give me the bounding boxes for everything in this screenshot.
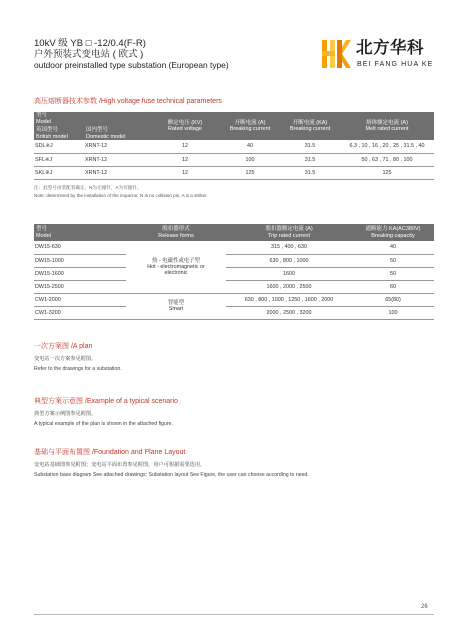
breaker-cell-capacity: 40 xyxy=(352,241,434,254)
typical-text-zh: 典型方案示例图参见附图。 xyxy=(34,411,97,417)
breaker-cell-trip: 2000 , 2500 , 3200 xyxy=(226,306,352,319)
table-row xyxy=(34,293,434,306)
fuse-cell-british: SDL※J xyxy=(34,140,84,153)
fuse-cell-domestic: XRNT-12 xyxy=(84,140,150,153)
plan-section-title: 一次方案图 /A plan xyxy=(34,343,93,350)
breaker-header-release-zh: 脱扣器形式 xyxy=(162,226,190,232)
fuse-cell-current-ka: 31.5 xyxy=(280,140,340,153)
fuse-header-melt-en: Melt rated current xyxy=(365,126,409,132)
fuse-header-breaking-ka-zh: 开断电流 (KA) xyxy=(292,119,328,126)
breaker-cell-model: CW1-3200 xyxy=(34,306,126,319)
fuse-cell-current-a: 125 xyxy=(220,166,280,179)
hk-logo-mark-icon xyxy=(322,39,352,69)
foundation-text-zh: 变电站基础图参见附图；变电站平面布置参见附图，用户可根据需要选用。 xyxy=(34,462,206,468)
breaker-cell-capacity: 50 xyxy=(352,254,434,267)
breaker-cell-model: CW1-2000 xyxy=(34,293,126,306)
product-title-en: outdoor preinstalled type substation (European type) xyxy=(34,60,229,70)
page-number: 26 xyxy=(421,604,428,610)
fuse-cell-british: SFL※J xyxy=(34,153,84,166)
breaker-header-trip xyxy=(226,224,352,241)
logo-chinese-name: 北方华科 xyxy=(356,39,424,57)
breaker-header-trip-zh: 脱扣器额定电流 (A) xyxy=(265,226,313,232)
fuse-cell-current-ka: 31.5 xyxy=(280,153,340,166)
release-group1-zh: 热 - 电磁性或电子型 xyxy=(152,257,200,264)
fuse-note-en: Note: determined by the installation of the impactor, N is no collision pin, A is a striker. xyxy=(34,193,208,198)
fuse-header-british-zh: 英国型号 xyxy=(36,127,59,133)
typical-text-en: A typical example of the plan is shown in the attached figure. xyxy=(34,421,173,427)
fuse-cell-domestic: XRNT-12 xyxy=(84,153,150,166)
breaker-header-model xyxy=(34,224,126,241)
breaker-header-release-en: Release forms xyxy=(158,232,194,239)
fuse-cell-current-a: 40 xyxy=(220,140,280,153)
table-row xyxy=(34,306,434,319)
fuse-header-breaking-a-zh: 开断电流 (A) xyxy=(234,119,266,126)
table-row xyxy=(34,140,434,153)
logo-english-name: BEI FANG HUA KE xyxy=(357,61,434,68)
fuse-header-rated-voltage-zh: 额定电压 (KV) xyxy=(167,119,203,126)
fuse-header-rated-voltage-en: Rated voltage xyxy=(168,126,202,132)
fuse-header-domestic-zh: 国内型号 xyxy=(86,127,109,133)
breaker-cell-capacity: 50 xyxy=(352,267,434,280)
breaker-parameter-table xyxy=(34,224,434,320)
table-row xyxy=(34,241,434,254)
breaker-header-capacity-zh: 通断能力 KA(AC380V) xyxy=(365,226,421,232)
breaker-cell-trip: 315 , 400 , 630 xyxy=(226,241,352,254)
fuse-header-domestic-en: Domestic model xyxy=(86,133,126,140)
release-group1-en2: electronic xyxy=(164,269,188,276)
fuse-header-model xyxy=(34,112,150,140)
fuse-cell-voltage: 12 xyxy=(150,153,220,166)
breaker-cell-trip: 630 , 800 , 1000 , 1250 , 1600 , 2000 xyxy=(226,293,352,306)
breaker-cell-release-group1 xyxy=(126,241,226,293)
table-row xyxy=(34,267,434,280)
breaker-header-capacity-en: Breaking capacity xyxy=(371,232,415,239)
plan-text-en: Refer to the drawings for a substation. xyxy=(34,366,122,372)
breaker-header-model-zh: 型号 xyxy=(36,226,48,232)
product-title-zh: 户外预装式变电站 ( 欧式 ) xyxy=(34,49,144,60)
breaker-cell-trip: 1600 xyxy=(226,267,352,280)
fuse-cell-voltage: 12 xyxy=(150,140,220,153)
foundation-text-en: Substation base diagram See attached drawings; Substation layout See Figure, the user can choose according to need. xyxy=(34,472,309,478)
release-group2-en: Smart xyxy=(168,306,184,312)
page-header xyxy=(34,38,434,78)
fuse-note-zh: 注：此型号由装配者确定，N为无撞针，A为有撞针。 xyxy=(34,185,142,190)
release-group1-en1: Hot - electromagnetic or xyxy=(147,263,205,270)
foundation-section-title: 基础与平面布置图 /Foundation and Plane Layout xyxy=(34,449,186,456)
release-group2-zh: 智能型 xyxy=(167,300,185,306)
breaker-cell-capacity: 65(80) xyxy=(352,293,434,306)
company-logo xyxy=(322,38,434,72)
fuse-cell-current-ka: 31.5 xyxy=(280,166,340,179)
fuse-section-title: 高压熔断器技术参数 /High voltage fuse technical parameters xyxy=(34,98,222,105)
fuse-parameter-table xyxy=(34,112,434,180)
fuse-cell-current-a: 100 xyxy=(220,153,280,166)
breaker-header-model-en: Model xyxy=(36,232,51,239)
fuse-header-breaking-ka xyxy=(280,112,340,140)
fuse-header-rated-voltage xyxy=(150,112,220,140)
fuse-cell-british: SKL※J xyxy=(34,166,84,179)
fuse-cell-voltage: 12 xyxy=(150,166,220,179)
breaker-cell-model: DW15-1000 xyxy=(34,254,126,267)
fuse-cell-melt: 50 , 63 , 71 , 80 , 100 xyxy=(340,153,434,166)
fuse-header-model-zh: 型号 xyxy=(36,112,48,118)
breaker-cell-model: DW15-630 xyxy=(34,241,126,254)
typical-section-title: 典型方案示意图 /Example of a typical scenario xyxy=(34,398,178,405)
fuse-cell-melt: 6.3 , 10 , 16 , 20 , 25 , 31.5 , 40 xyxy=(340,140,434,153)
fuse-header-british-en: British model xyxy=(36,133,68,140)
breaker-cell-model: DW15-2500 xyxy=(34,280,126,293)
fuse-header-breaking-a xyxy=(220,112,280,140)
breaker-cell-model: DW15-1600 xyxy=(34,267,126,280)
breaker-header-release xyxy=(126,224,226,241)
table-row xyxy=(34,254,434,267)
breaker-cell-capacity: 60 xyxy=(352,280,434,293)
fuse-header-melt xyxy=(340,112,434,140)
product-title-model: 10kV 级 YB □ -12/0.4(F-R) xyxy=(34,38,146,49)
breaker-header-capacity xyxy=(352,224,434,241)
table-row xyxy=(34,166,434,179)
table-row xyxy=(34,280,434,293)
breaker-header-trip-en: Trip rated current xyxy=(268,232,310,239)
fuse-cell-domestic: XRNT-12 xyxy=(84,166,150,179)
fuse-header-breaking-ka-en: Breaking current xyxy=(289,126,331,132)
breaker-cell-release-group2 xyxy=(126,293,226,319)
breaker-cell-trip: 630 , 800 , 1000 xyxy=(226,254,352,267)
fuse-header-model-en: Model xyxy=(36,118,51,125)
fuse-header-breaking-a-en: Breaking current xyxy=(229,126,271,132)
breaker-cell-capacity: 100 xyxy=(352,306,434,319)
fuse-cell-melt: 125 xyxy=(340,166,434,179)
table-row xyxy=(34,153,434,166)
footer-divider xyxy=(34,614,434,615)
plan-text-zh: 变电站一次方案参见附图。 xyxy=(34,356,97,362)
breaker-cell-trip: 1600 , 2000 , 2500 xyxy=(226,280,352,293)
fuse-header-melt-zh: 熔体额定电流 (A) xyxy=(366,119,408,126)
